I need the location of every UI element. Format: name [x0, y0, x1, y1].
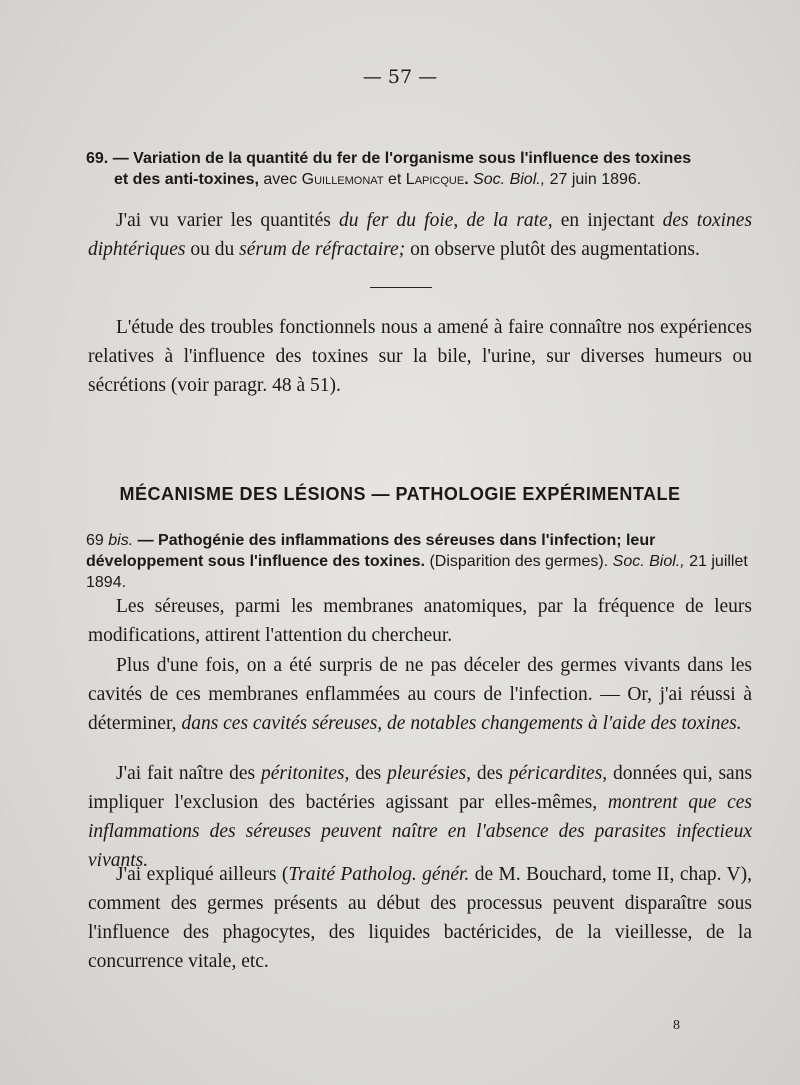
author-guillemonat: Guillemonat [301, 171, 384, 188]
text-run: J'ai vu varier les quantités [116, 210, 331, 231]
section-title: MÉCANISME DES LÉSIONS — PATHOLOGIE EXPÉRIMENTALE [119, 484, 681, 504]
paragraph-germes [88, 651, 752, 738]
text-run: données qui, sans impliquer l'exclusion des bactéries agissant par elles-mêmes, [88, 763, 753, 813]
entry-title: — Variation de la quantité du fer de l'organisme sous l'influence des toxines [112, 150, 692, 167]
paragraph-inflammations [88, 759, 752, 875]
journal-ref: Soc. Biol., [473, 171, 546, 188]
emphasis-run: du fer du foie, de la rate, [339, 210, 553, 231]
entry-note: (Disparition des germes). [429, 553, 609, 570]
text-run: Les séreuses, parmi les membranes anatomiques, par la fréquence de leurs modifications, attirent l'attention du chercheur. [88, 596, 752, 646]
emphasis-run: sérum de réfractaire; [239, 239, 406, 260]
page-number: — 57 — [362, 66, 438, 88]
emphasis-run: péricardites, [508, 763, 608, 784]
author-lapicque: Lapicque [405, 171, 465, 188]
emphasis-run: Traité Patholog. génér. [288, 864, 470, 885]
paragraph-fer [88, 206, 752, 264]
paragraph-traite [88, 860, 752, 976]
entry-title-line2: et des anti-toxines, [114, 171, 259, 188]
separator-rule [370, 287, 432, 288]
journal-ref: Soc. Biol., [612, 553, 685, 570]
entry-date: 27 juin 1896. [549, 171, 642, 188]
text-run: L'étude des troubles fonctionnels nous a amené à faire connaître nos expériences relatives à l'influence des toxines sur la bile, l'urine, sur diverses humeurs ou sécrétions (voir paragr. 48 à 51). [88, 317, 752, 396]
text-run: des [476, 763, 503, 784]
avec-word: avec [263, 171, 298, 188]
text-run: J'ai fait naître des [116, 763, 256, 784]
text-run: en injectant [560, 210, 655, 231]
emphasis-run: montrent que ces inflammations des séreuses peuvent naître en l'absence des parasites infectieux vivants. [88, 792, 752, 871]
emphasis-run: péritonites, [261, 763, 350, 784]
emphasis-run: pleurésies, [387, 763, 472, 784]
text-run: ou du [190, 239, 235, 260]
paragraph-sereuses [88, 592, 752, 650]
emphasis-run: dans ces cavités séreuses, de notables changements à l'aide des toxines. [181, 713, 742, 734]
entry-number: 69. [86, 150, 109, 167]
emphasis-run: des toxines diphtériques [88, 210, 753, 260]
signature-mark: 8 [673, 1018, 680, 1033]
text-run: Plus d'une fois, on a été surpris de ne pas déceler des germes vivants dans les cavités de ces membranes enflammées au cours de l'infection. — Or, j'ai réussi à déterminer, [88, 655, 752, 734]
et-word: et [388, 171, 402, 188]
text-run: on observe plutôt des augmentations. [410, 239, 700, 260]
text-run: des [355, 763, 382, 784]
text-run: de M. Bouchard, tome II, chap. V), comment des germes présents au début des processus peuvent disparaître sous l'influence des phagocytes, des liquides bactéricides, de la vieillesse, de la concurrence vitale, etc. [88, 864, 752, 972]
entry-title: — Pathogénie des inflammations des séreuses dans l'infection; leur développement sous l'influence des toxines. [86, 532, 656, 570]
text-run: J'ai expliqué ailleurs ( [116, 864, 289, 885]
entry-bis: bis. [108, 532, 134, 549]
entry-69bis-heading [86, 530, 756, 593]
entry-date: 21 juillet 1894. [86, 553, 748, 591]
entry-number: 69 [86, 532, 104, 549]
paragraph-troubles [88, 313, 752, 400]
entry-69-heading: 69. — Variation de la quantité du fer de l'organisme sous l'influence des toxines et des anti-toxines, avec Guillemonat et Lapicque. Soc. Biol., 27 juin 1896. [86, 150, 692, 188]
